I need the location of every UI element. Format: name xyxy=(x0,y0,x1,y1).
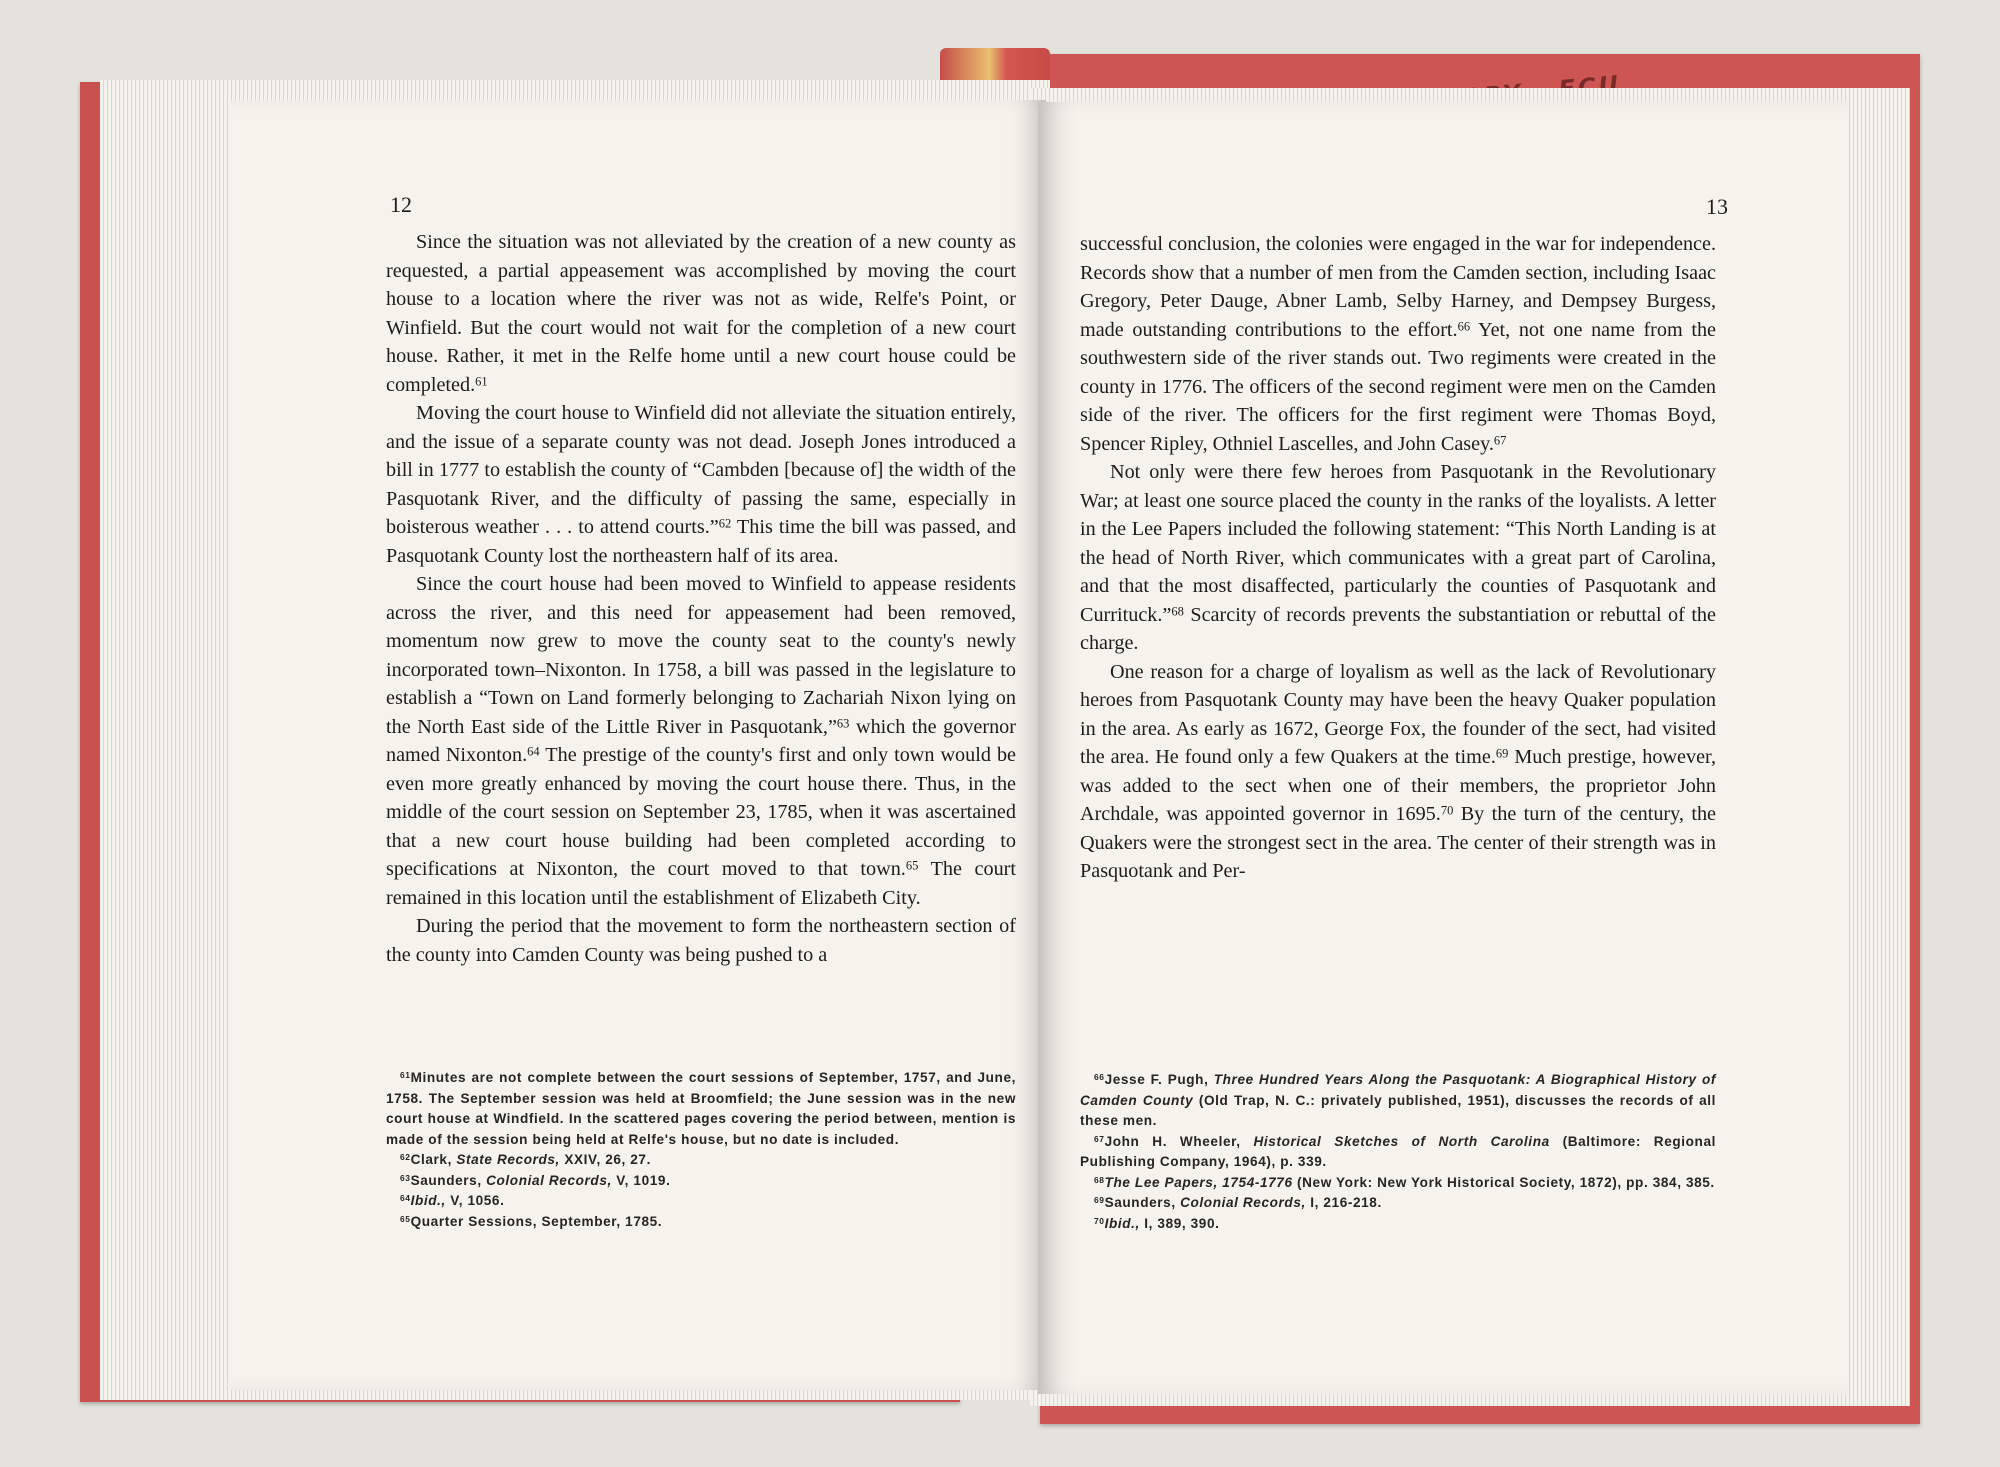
footnote: $^{68}$The Lee Papers, 1754-1776 (New York: New York Historical Society, 1872), pp. 384, 385. xyxy=(1094,1174,1715,1190)
paragraph: One reason for a charge of loyalism as well as the lack of Revolutionary heroes from Pasquotank County may have been the heavy Quaker population in the area. As early as 1672, George Fox, the founder of the sect, had visited the area. He found only a few Quakers at the time.$^{69}$ Much prestige, however, was added to the sect when one of their members, the proprietor John Archdale, was appointed governor in 1695.70 By the turn of the century, the Quakers were the strongest sect in the area. The center of their strength was in Pasquotank and Per- xyxy=(1080,660,1717,882)
footnote-ref[interactable]: 70 xyxy=(1440,803,1454,818)
footnote-ref[interactable]: 65 xyxy=(905,858,919,873)
right-page xyxy=(1038,102,1848,1394)
page-number: 13 xyxy=(1706,194,1728,219)
footnote-ref[interactable]: 69 xyxy=(1495,746,1509,761)
footnote: $^{70}$Ibid., I, 389, 390. xyxy=(1094,1215,1220,1231)
footnote: $^{67}$John H. Wheeler, Historical Sketches of North Carolina (Baltimore: Regional Publishing Company, 1964), p. 339. xyxy=(1080,1133,1717,1169)
footnote: $^{65}$Quarter Sessions, September, 1785. xyxy=(400,1213,663,1229)
footnote-ref[interactable]: 61 xyxy=(475,373,488,388)
body-text xyxy=(1080,230,1716,886)
footnote-ref[interactable]: 67 xyxy=(1493,432,1507,447)
footnote: $^{69}$Saunders, Colonial Records, I, 216-218. xyxy=(1094,1195,1382,1210)
paragraph: During the period that the movement to form the northeastern section of the county into Camden County was being pushed to a xyxy=(386,915,1016,966)
body-text xyxy=(386,228,1016,969)
paragraph: Not only were there few heroes from Pasquotank in the Revolutionary War; at least one source placed the county in the ranks of the loyalists. A letter in the Lee Papers included the following statement: “This North Landing is at the head of North River, which communicates with a great part of Carolina, and that the most disaffected, particularly the counties of Pasquotank and Currituck.”$^{68}$ Scarcity of records prevents the substantiation or rebuttal of the charge. xyxy=(1080,461,1716,654)
footnote: $^{61}$Minutes are not complete between the court sessions of September, 1757, and June, 1758. The September session was held at Broomfield; the June session was in the new court house at Windfield. In the scattered pages covering the period between, mention is made of the session being held at Relfe's house, but no date is included. xyxy=(386,1070,1016,1147)
footnote: $^{63}$Saunders, Colonial Records, V, 1019. xyxy=(400,1172,671,1188)
footnotes xyxy=(1080,1070,1716,1234)
footnote: $^{66}$Jesse F. Pugh, Three Hundred Years Along the Pasquotank: A Biographical History of Camden County (Old Trap, N. C.: privately published, 1951), discusses the records of all these men. xyxy=(1080,1072,1716,1128)
paragraph: Since the court house had been moved to Winfield to appease residents across the river, and this need for appeasement had been removed, momentum now grew to move the county seat to the county's newly incorporated town–Nixonton. In 1758, a bill was passed in the legislature to establish a “Town on Land formerly belonging to Zachariah Nixon lying on the North East side of the Little River in Pasquotank,”$^{63}$ which the governor named Nixonton.$^{64}$ The prestige of the county's first and only town would be even more greatly enhanced by moving the court house there. Thus, in the middle of the court session on September 23, 1785, when it was ascertained that a new court house building had been completed according to specifications at Nixonton, the court moved to that town.$^{65}$ The court remained in this location until the establishment of Elizabeth City. xyxy=(386,573,1017,909)
footnote-ref[interactable]: 68 xyxy=(1171,603,1184,618)
footnotes xyxy=(386,1068,1016,1232)
paragraph: successful conclusion, the colonies were engaged in the war for independence. Records show that a number of men from the Camden section, including Isaac Gregory, Peter Dauge, Abner Lamb, Selby Harney, and Dempsey Burgess, made outstanding contributions to the effort.$^{66}$ Yet, not one name from the southwestern side of the river stands out. Two regiments were created in the county in 1776. The officers of the second regiment were men on the Camden side of the river. The officers for the first regiment were Thomas Boyd, Spencer Ripley, Othniel Lascelles, and John Casey.$^{67}$ xyxy=(1080,233,1716,455)
page-number: 12 xyxy=(390,192,412,217)
left-page xyxy=(230,100,1046,1390)
paragraph: Since the situation was not alleviated by the creation of a new county as requested, a partial appeasement was accomplished by moving the court house to a location where the river was not as wide, Relfe's Point, or Winfield. But the court would not wait for the completion of a new court house. Rather, it met in the Relfe home until a new court house could be completed.$^{61}$ xyxy=(386,231,1016,396)
footnote-ref[interactable]: 64 xyxy=(527,744,540,759)
footnote: $^{64}$Ibid., V, 1056. xyxy=(400,1193,505,1208)
footnote-ref[interactable]: 62 xyxy=(718,516,732,531)
footnote-ref[interactable]: 66 xyxy=(1457,318,1471,333)
footnote: $^{62}$Clark, State Records, XXIV, 26, 27. xyxy=(400,1152,651,1167)
footnote-ref[interactable]: 63 xyxy=(836,715,850,730)
paragraph: Moving the court house to Winfield did not alleviate the situation entirely, and the issue of a separate county was not dead. Joseph Jones introduced a bill in 1777 to establish the county of “Cambden [because of] the width of the Pasquotank River, and the difficulty of passing the same, especially in boisterous weather . . . to attend courts.”$^{62}$ This time the bill was passed, and Pasquotank County lost the northeastern half of its area. xyxy=(386,402,1016,567)
